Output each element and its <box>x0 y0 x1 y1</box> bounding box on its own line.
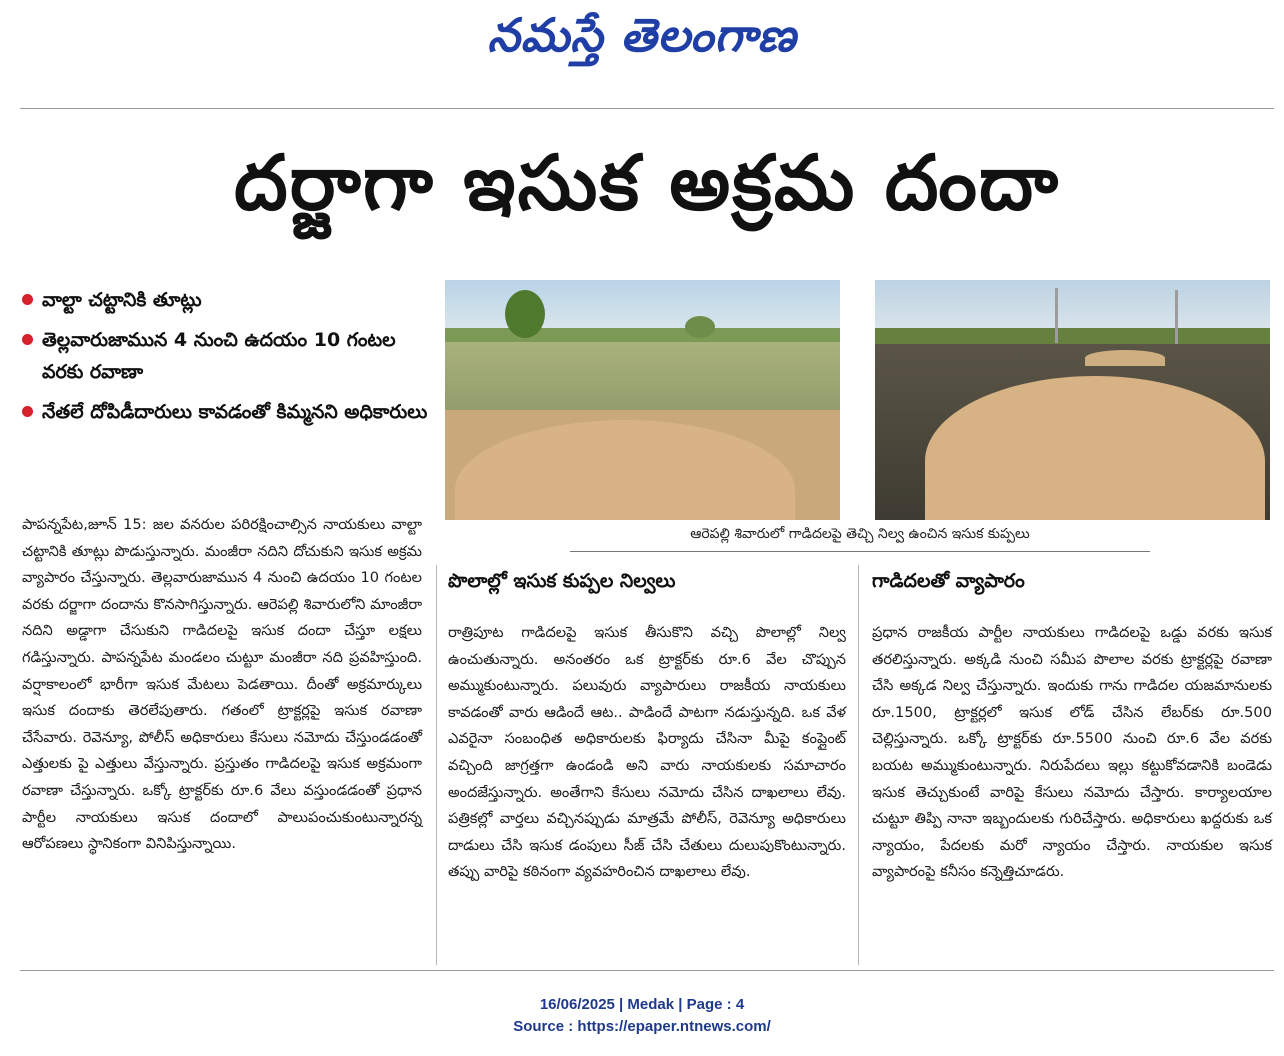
highlight-text: వాల్టా చట్టానికి తూట్లు <box>42 289 202 311</box>
footer-divider <box>20 970 1274 971</box>
sand-heap-photo-1 <box>445 280 840 520</box>
highlight-item <box>22 284 432 316</box>
bullet-dot-icon <box>22 406 33 417</box>
bullet-dot-icon <box>22 334 33 345</box>
footer-date-line: 16/06/2025 | Medak | Page : 4 <box>539 996 745 1013</box>
highlights-list <box>22 284 432 428</box>
highlight-text: నేతలే దోపిడీదారులు కావడంతో కిమ్మనని అధికారులు <box>42 401 428 423</box>
masthead-logo: నమస్తే తెలంగాణ <box>487 8 797 62</box>
article-body-3: ప్రధాన రాజకీయ పార్టీల నాయకులు గాడిదలపై ఒడ్డు వరకు ఇసుక తరలిస్తున్నారు. అక్కడి నుంచి సమీప పొలాల వరకు ట్రాక్టర్లపై రవాణా చేసి అక్కడ నిల్వ చేస్తున్నారు. ఇందుకు గాను గాడిదల యజమానులకు రూ.1500, ట్రాక్టర్లలో ఇసుక లోడ్ చేసిన లేబర్‌కు రూ.500 చెల్లిస్తున్నారు. ఒక్కో ట్రాక్టర్‌కు రూ.5500 నుంచి రూ.6 వేల వరకు బయట అమ్ముకుంటున్నారు. నిరుపేదలు ఇల్లు కట్టుకోవడానికి బండెడు ఇసుక తెచ్చుకుంటే వారిపై కేసులు నమోదు చేస్తారు. కార్యాలయాల చుట్టూ తిప్పి నానా ఇబ్బందులకు గురిచేస్తారు. అధికారులు ఖద్దరుకు ఒక న్యాయం, పేదలకు మరో న్యాయం చేస్తారు. నాయకుల ఇసుక వ్యాపారంపై కనీసం కన్నెత్తిచూడరు. <box>872 624 1272 881</box>
column-divider <box>858 565 859 965</box>
section-heading-fields: పొలాల్లో ఇసుక కుప్పల నిల్వలు <box>448 570 676 592</box>
article-column-2 <box>448 620 846 886</box>
highlight-text: తెల్లవారుజామున 4 నుంచి ఉదయం 10 గంటల వరకు రవాణా <box>42 329 396 383</box>
column-divider <box>436 565 437 965</box>
bullet-dot-icon <box>22 294 33 305</box>
article-body-1: పాపన్నపేట,జూన్ 15: జల వనరుల పరిరక్షించాల్సిన నాయకులు వాల్టా చట్టానికి తూట్లు పొడుస్తున్నారు. మంజీరా నదిని దోచుకుని ఇసుక అక్రమ వ్యాపారం చేస్తున్నారు. తెల్లవారుజామున 4 నుంచి ఉదయం 10 గంటల వరకు దర్జాగా దందాను కొనసాగిస్తున్నారు. ఆరెపల్లి శివారులోని మాంజీరా నదిని అడ్డాగా చేసుకుని గాడిదలపై ఇసుక దందా చేస్తూ లక్షలు గడిస్తున్నారు. పాపన్నపేట మండలం చుట్టూ మంజీరా నది ప్రవహిస్తుంది. వర్షాకాలంలో భారీగా ఇసుక మేటలు పెడతాయి. దీంతో అక్రమార్కులు ఇసుక దందాకు తెరలేపుతారు. గతంలో ట్రాక్టర్లపై ఇసుక రవాణా చేసేవారు. రెవెన్యూ, పోలీస్ అధికారులు కేసులు నమోదు చేస్తుండడంతో ఎత్తులకు పై ఎత్తులు వేస్తున్నారు. ప్రస్తుతం గాడిదలపై ఇసుక అక్రమంగా రవాణా చేస్తున్నారు. ఒక్కో ట్రాక్టర్‌కు రూ.6 వేలు వస్తుండడంతో ప్రధాన పార్టీల నాయకులు ఇసుక దందాలో పాలుపంచుకుంటున్నారన్న ఆరోపణలు స్థానికంగా వినిపిస్తున్నాయి. <box>22 516 422 853</box>
highlight-item <box>22 396 432 428</box>
footer-source-line: Source : https://epaper.ntnews.com/ <box>513 1018 771 1035</box>
header-divider <box>20 108 1274 109</box>
sand-heap-photo-2 <box>875 280 1270 520</box>
photo-caption: ఆరెపల్లి శివారులో గాడిదలపై తెచ్చి నిల్వ ఉంచిన ఇసుక కుప్పలు <box>570 526 1150 552</box>
headline: దర్జాగా ఇసుక అక్రమ దందా <box>233 138 1061 227</box>
section-heading-donkeys: గాడిదలతో వ్యాపారం <box>872 570 1025 592</box>
article-column-3 <box>872 620 1272 886</box>
article-body-2: రాత్రిపూట గాడిదలపై ఇసుక తీసుకొని వచ్చి పొలాల్లో నిల్వ ఉంచుతున్నారు. అనంతరం ఒక ట్రాక్టర్‌కు రూ.6 వేల చొప్పున అమ్ముకుంటున్నారు. పలువురు వ్యాపారులు రాజకీయ నాయకులు కావడంతో వారు ఆడిందే ఆట.. పాడిందే పాటగా నడుస్తున్నది. ఒక వేళ ఎవరైనా సంబంధిత అధికారులకు ఫిర్యాదు చేసినా మీపై కంప్లైంట్ వచ్చింది జాగ్రత్తగా ఉండండి అని వారు నాయకులకు సమాచారం అందజేస్తున్నారు. అంతేగాని కేసులు నమోదు చేసిన దాఖలాలు లేవు. పత్రికల్లో వార్తలు వచ్చినప్పుడు మాత్రమే పోలీస్, రెవెన్యూ అధికారులు దాడులు చేసి ఇసుక డంపులు సీజ్ చేసి చేతులు దులుపుకొంటున్నారు. తప్పు వారిపై కఠినంగా వ్యవహరించిన దాఖలాలు లేవు. <box>448 624 846 881</box>
article-column-1 <box>22 512 422 858</box>
highlight-item <box>22 324 432 388</box>
